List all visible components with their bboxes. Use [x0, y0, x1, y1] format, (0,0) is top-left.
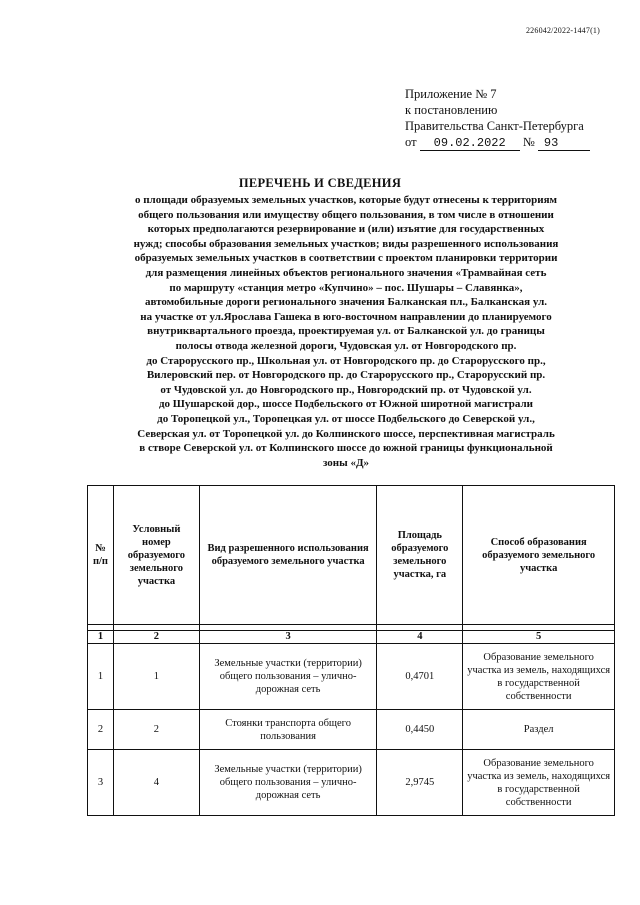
subtitle-line: о площади образуемых земельных участков, которые будут отнесены к территориям — [134, 194, 558, 206]
subtitle-line: образуемых земельных участков в соответствии с проектом планировки территории — [134, 252, 558, 265]
subtitle-line: нужд; способы образования земельных участков; виды разрешенного использования — [133, 237, 559, 250]
header-permitted-use: Вид разрешенного использования образуемого земельного участка — [199, 486, 377, 625]
column-number: 1 — [88, 631, 114, 644]
cell-plot-number: 1 — [113, 644, 199, 710]
subtitle-line: по маршруту «станция метро «Купчино» – пос. Шушары – Славянка», — [169, 281, 523, 294]
subtitle-line: полосы отвода железной дороги, Чудовская ул. от Новгородского пр. — [175, 339, 517, 352]
cell-index: 2 — [88, 710, 114, 750]
table-header-row — [88, 486, 615, 625]
cell-index: 3 — [88, 750, 114, 816]
subtitle-line: которых предполагаются резервирование и (или) изъятие для государственных — [147, 223, 545, 236]
subtitle-line: до Торопецкой ул., Торопецкая ул. от шоссе Подбельского до Северской ул., — [157, 412, 535, 425]
table-row — [88, 750, 615, 816]
column-number-row — [88, 631, 615, 644]
cell-plot-number: 2 — [113, 710, 199, 750]
cell-permitted-use: Земельные участки (территории) общего пользования – улично-дорожная сеть — [199, 644, 377, 710]
appendix-line-2: к постановлению — [405, 103, 498, 117]
decree-date: 09.02.2022 — [420, 137, 520, 151]
appendix-date-line — [405, 134, 590, 151]
table-row — [88, 710, 615, 750]
subtitle-line: для размещения линейных объектов регионального значения «Трамвайная сеть — [145, 266, 547, 279]
subtitle-line: Северская ул. от Торопецкой ул. до Колпинского шоссе, перспективная магистраль — [137, 427, 555, 440]
column-number: 3 — [199, 631, 377, 644]
decree-number: 93 — [538, 137, 590, 151]
subtitle-line: на участке от ул.Ярослава Гашека в юго-восточном направлении до планируемого — [140, 310, 552, 323]
land-plots-table — [87, 485, 615, 816]
appendix-line-1: Приложение № 7 — [405, 87, 497, 101]
header-index: № п/п — [88, 486, 114, 625]
header-formation-method: Способ образования образуемого земельного участка — [463, 486, 615, 625]
column-number: 5 — [463, 631, 615, 644]
header-area: Площадь образуемого земельного участка, га — [377, 486, 463, 625]
subtitle-line: зоны «Д» — [322, 456, 370, 469]
column-number: 4 — [377, 631, 463, 644]
column-number: 2 — [113, 631, 199, 644]
subtitle-line: общего пользования или имуществу общего пользования, в том числе в отношении — [138, 208, 554, 221]
number-prefix: № — [522, 135, 535, 149]
cell-formation-method: Раздел — [463, 710, 615, 750]
cell-area: 0,4701 — [377, 644, 463, 710]
document-number: 226042/2022-1447(1) — [525, 26, 600, 35]
document-title: ПЕРЕЧЕНЬ И СВЕДЕНИЯ — [238, 176, 402, 190]
cell-area: 0,4450 — [377, 710, 463, 750]
table-row — [88, 644, 615, 710]
document-subtitle — [86, 193, 606, 470]
cell-permitted-use: Стоянки транспорта общего пользования — [199, 710, 377, 750]
subtitle-line: от Чудовской ул. до Новгородского пр., Новгородский пр. от Чудовской ул. — [160, 383, 532, 396]
cell-plot-number: 4 — [113, 750, 199, 816]
subtitle-line: в створе Северской ул. от Колпинского шоссе до южной границы функциональной — [139, 442, 553, 455]
cell-area: 2,9745 — [377, 750, 463, 816]
subtitle-line: до Шушарской дор., шоссе Подбельского от Южной широтной магистрали — [158, 398, 534, 411]
subtitle-line: Вилеровский пер. от Новгородского пр. до Старорусского пр., Старорусский пр. — [146, 369, 546, 382]
subtitle-line: внутриквартального проезда, проектируемая ул. от Балканской ул. до границы — [147, 325, 545, 338]
date-prefix: от — [405, 135, 417, 149]
cell-permitted-use: Земельные участки (территории) общего пользования – улично-дорожная сеть — [199, 750, 377, 816]
appendix-line-3: Правительства Санкт-Петербурга — [405, 119, 584, 133]
header-plot-number: Условный номер образуемого земельного участка — [113, 486, 199, 625]
subtitle-line: до Старорусского пр., Школьная ул. от Новгородского пр. до Старорусского пр., — [146, 354, 546, 367]
cell-formation-method: Образование земельного участка из земель, находящихся в государственной собственности — [463, 644, 615, 710]
subtitle-line: автомобильные дороги регионального значения Балканская пл., Балканская ул. — [144, 296, 548, 309]
appendix-block — [405, 86, 590, 151]
cell-index: 1 — [88, 644, 114, 710]
cell-formation-method: Образование земельного участка из земель, находящихся в государственной собственности — [463, 750, 615, 816]
